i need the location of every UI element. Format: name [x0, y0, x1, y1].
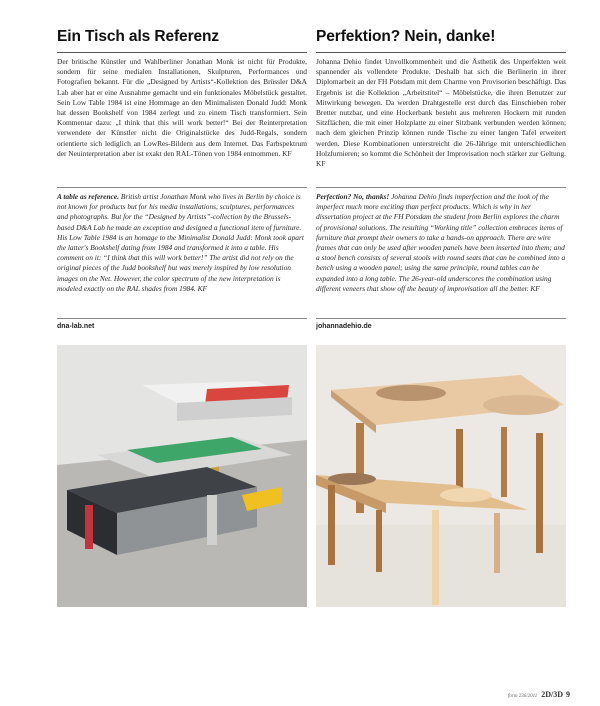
right-english-lead: Perfection? No, thanks!	[316, 192, 390, 201]
right-bottom-rule	[316, 318, 566, 319]
left-bottom-rule	[57, 318, 307, 319]
left-english-body: British artist Jonathan Monk who lives in Berlin by choice is not known for products but for his media installations, sculptures, performances and photographs. But for the “Designed by Artists”-collection by the Brussels-based D&A Lab he made an exception and designed a functional item of furniture. His Low Table 1984 is an homage to the Minimalist Donald Judd: Monk took apart the latter's Bookshelf dating from 1984 and transformed it into a table. His comment on it: “I think that this will work better!” The artist did not rely on the original pieces of the Judd bookshelf but was merely inspired by low resolution images on the Net. However, the color spectrum of the new interpretation is modeled exactly on the RAL shades from 1984. KF	[57, 192, 304, 293]
page-number: 9	[566, 690, 570, 699]
left-english-lead: A table as reference.	[57, 192, 119, 201]
footer-issue: form 236/2011	[508, 694, 538, 699]
left-mid-rule	[57, 187, 307, 188]
low-table-photo	[57, 345, 307, 607]
right-headline: Perfektion? Nein, danke!	[316, 28, 496, 45]
right-english-body: Johanna Dehio finds imperfection and the look of the imperfect much more exciting than perfect products. Which is why in her dissertation project at the FH Potsdam the student from Berlin explores the charm of provisional solutions. The resulting “Working title” collection embraces items of furniture that prompt their owners to take a hands-on approach. There are wire frames that can only be used after wooden panels have been inserted into them; and a stool bench consists of several stools with round seats that can be combined into a bench using a wooden panel; using the same principle, round tables can be expanded into a long table. The 26-year-old underscores the combination using different veneers that show off the beauty of improvisation all the better. KF	[316, 192, 566, 293]
right-english-text	[316, 192, 566, 294]
right-mid-rule	[316, 187, 566, 188]
right-source-link[interactable]: johannadehio.de	[316, 323, 372, 330]
footer-magazine: 2D/3D	[541, 690, 563, 699]
right-top-rule	[316, 52, 566, 53]
left-top-rule	[57, 52, 307, 53]
left-english-text	[57, 192, 307, 294]
left-headline: Ein Tisch als Referenz	[57, 28, 220, 45]
page-footer	[508, 690, 570, 699]
left-source-link[interactable]: dna-lab.net	[57, 323, 95, 330]
left-german-text: Der britische Künstler und Wahlberliner Jonathan Monk ist nicht für Produkte, sondern für seine medialen Installationen, Skulpturen, Performances und Fotografien bekannt. Für die „Designed by Artists“-Kollektion des Brüssler D&A Lab aber hat er eine Ausnahme gemacht und ein funktionales Möbelstück gestaltet. Sein Low Table 1984 ist eine Hommage an den Minimalisten Donald Judd: Monk hat dessen Bookshelf von 1984 zerlegt und zu einem Tisch transformiert. Sein Kommentar dazu: „I think that this will work better!“ Bei der Reinterpretation verwendete der Künstler nicht die Originalstücke des Judd-Regals, sondern orientierte sich lediglich an LowRes-Bildern aus dem Internet. Das Farbspektrum der Neuinterpretation aber ist exakt den RAL-Tönen von 1984 entnommen. KF	[57, 57, 307, 158]
right-german-text: Johanna Dehio findet Unvollkommenheit und die Ästhetik des Unperfekten weit spannender als vollendete Produkte. Deshalb hat sich die Berlinerin in ihrer Diplomarbeit an der FH Potsdam mit dem Charme von Provisorien beschäftigt. Das Ergebnis ist die Kollektion „Arbeitstitel“ – Möbelstücke, die ihren Benutzer zur Mitwirkung bewegen. Da werden Drahtgestelle erst durch das Einschieben roher Bretter nutzbar, und eine Hockerbank besteht aus mehreren Hockern mit runden Sitzflächen, die mit einer Holzplatte zu einer Sitzbank verbunden werden können; nach dem gleichen Prinzip können runde Tische zu einer langen Tafel erweitert werden. Diese Kombinationen unterstreicht die 26-Jährige mit unterschiedlichen Holzfurnieren; so kommt die Schönheit der Improvisation noch stärker zur Geltung. KF	[316, 57, 566, 169]
bench-table-photo	[316, 345, 566, 607]
